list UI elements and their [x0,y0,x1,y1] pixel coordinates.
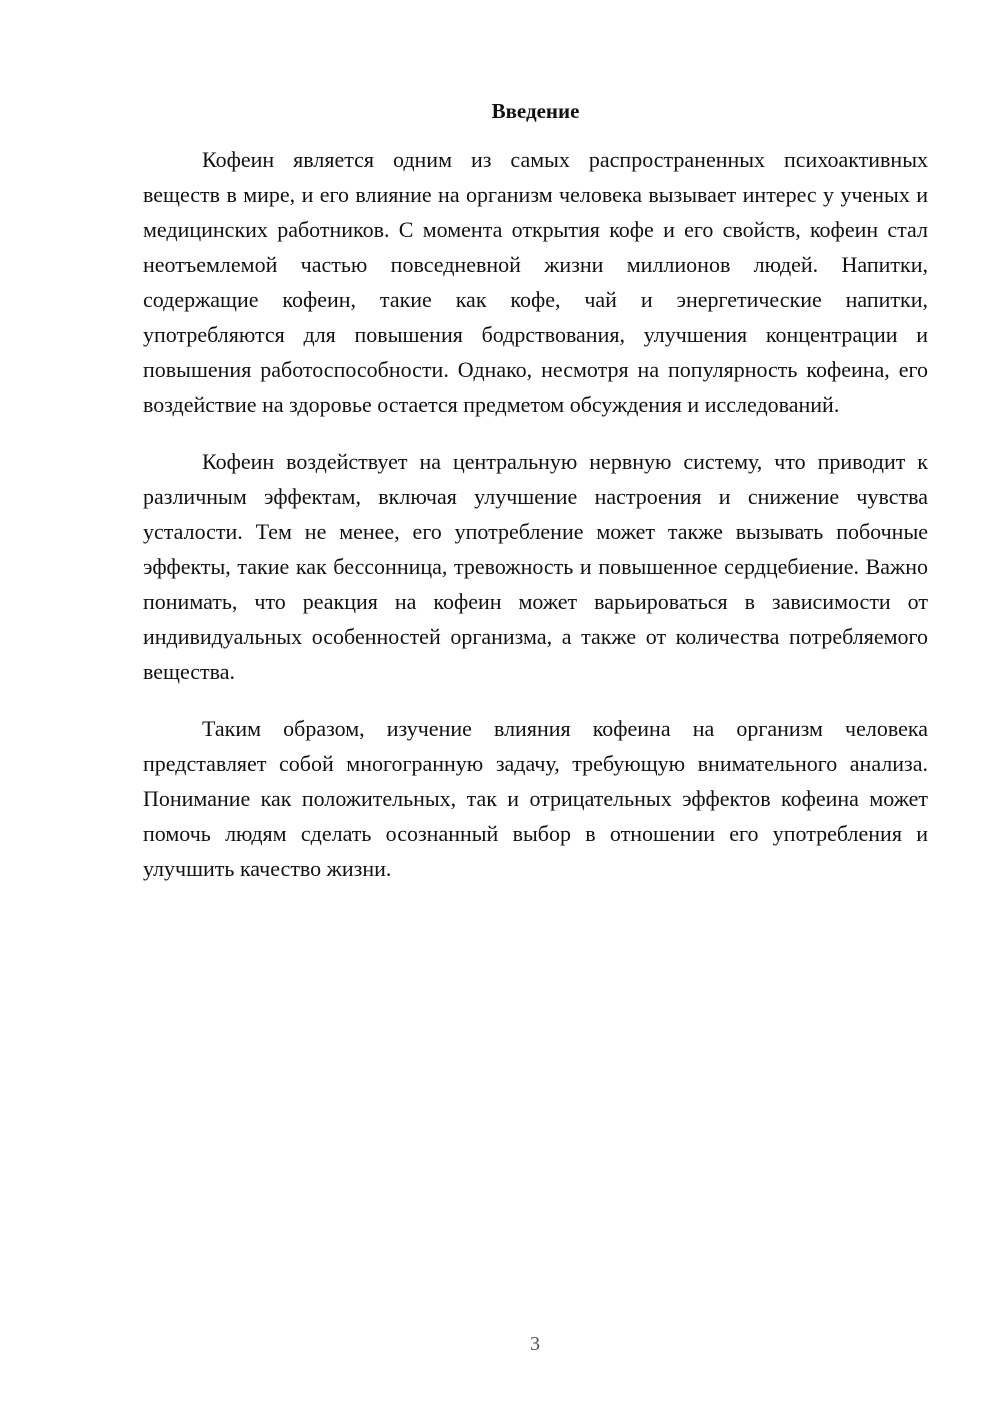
page-number: 3 [530,1333,540,1355]
page-content [143,95,928,908]
section-heading: Введение [491,99,580,123]
paragraph-1: Кофеин является одним из самых распространенных психоактивных веществ в мире, и его влияние на организм человека вызывает интерес у ученых и медицинских работников. С момента открытия кофе и его свойств, кофеин стал неотъемлемой частью повседневной жизни миллионов людей. Напитки, содержащие кофеин, такие как кофе, чай и энергетические напитки, употребляются для повышения бодрствования, улучшения концентрации и повышения работоспособности. Однако, несмотря на популярность кофеина, его воздействие на здоровье остается предметом обсуждения и исследований. [143,147,928,417]
paragraph-3: Таким образом, изучение влияния кофеина на организм человека представляет собой многогранную задачу, требующую внимательного анализа. Понимание как положительных, так и отрицательных эффектов кофеина может помочь людям сделать осознанный выбор в отношении его употребления и улучшить качество жизни. [143,716,928,881]
paragraph-2: Кофеин воздействует на центральную нервную систему, что приводит к различным эффектам, включая улучшение настроения и снижение чувства усталости. Тем не менее, его употребление может также вызывать побочные эффекты, такие как бессонница, тревожность и повышенное сердцебиение. Важно понимать, что реакция на кофеин может варьироваться в зависимости от индивидуальных особенностей организма, а также от количества потребляемого вещества. [143,449,928,684]
